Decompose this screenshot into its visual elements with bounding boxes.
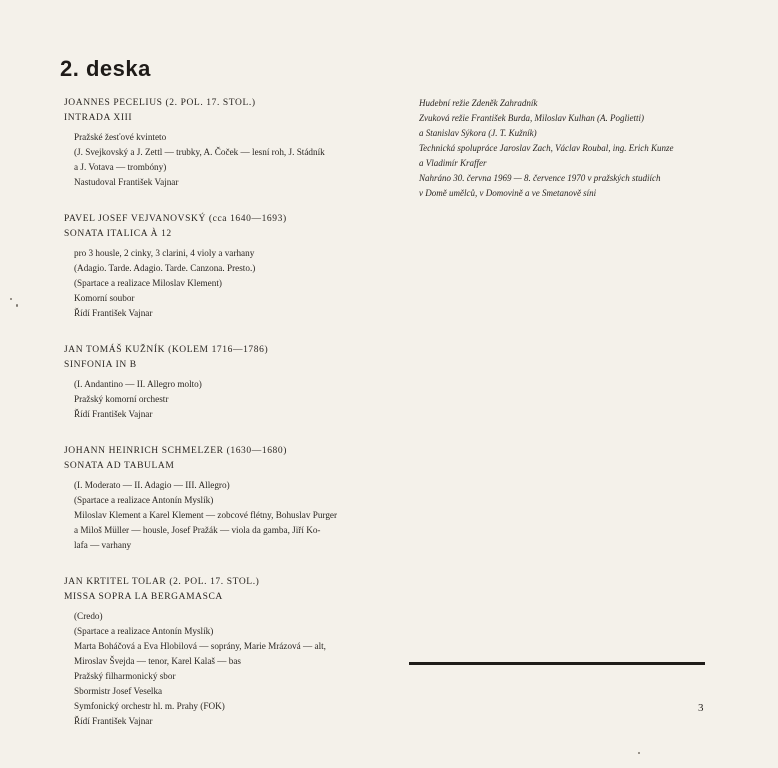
detail-line: (I. Moderato — II. Adagio — III. Allegro)	[74, 480, 230, 490]
detail-line: (Credo)	[74, 611, 103, 621]
detail-line: Pražský filharmonický sbor	[74, 671, 176, 681]
page-title: 2. deska	[60, 56, 151, 81]
piece-details	[64, 377, 399, 422]
piece-2	[64, 212, 399, 321]
work-title: MISSA SOPRA LA BERGAMASCA	[64, 592, 223, 602]
detail-line: Nastudoval František Vajnar	[74, 177, 179, 187]
divider-rule	[409, 662, 705, 665]
composer-name: JAN KRTITEL TOLAR (2. POL. 17. STOL.)	[64, 577, 260, 587]
paper-speck	[638, 752, 640, 754]
work-title: SONATA ITALICA À 12	[64, 229, 172, 239]
credit-line: Zvuková režie František Burda, Miloslav Kulhan (A. Poglietti)	[419, 113, 645, 123]
detail-line: (Spartace a realizace Miloslav Klement)	[74, 278, 222, 288]
piece-4	[64, 444, 399, 553]
credit-line: a Stanislav Sýkora (J. T. Kužník)	[419, 128, 537, 138]
detail-line: lafa — varhany	[74, 540, 132, 550]
credit-line: Hudební režie Zdeněk Zahradník	[419, 98, 538, 108]
work-title: SONATA AD TABULAM	[64, 461, 175, 471]
detail-line: Řídí František Vajnar	[74, 409, 153, 419]
credit-line: Technická spolupráce Jaroslav Zach, Václav Roubal, ing. Erich Kunze	[419, 143, 674, 153]
composer-name: JAN TOMÁŠ KUŽNÍK (KOLEM 1716—1786)	[64, 345, 269, 355]
piece-details	[64, 609, 399, 729]
detail-line: Pražské žesťové kvinteto	[74, 132, 167, 142]
composer-name: PAVEL JOSEF VEJVANOVSKÝ (cca 1640—1693)	[64, 214, 287, 224]
detail-line: Marta Boháčová a Eva Hlobilová — soprány, Marie Mrázová — alt,	[74, 641, 326, 651]
detail-line: a J. Votava — trombóny)	[74, 162, 167, 172]
detail-line: Miloslav Klement a Karel Klement — zobcové flétny, Bohuslav Purger	[74, 510, 338, 520]
piece-1	[64, 96, 399, 190]
credit-line: v Domě umělců, v Domovině a ve Smetanově síni	[419, 188, 597, 198]
composer-name: JOANNES PECELIUS (2. POL. 17. STOL.)	[64, 98, 256, 108]
detail-line: Pražský komorní orchestr	[74, 394, 169, 404]
detail-line: pro 3 housle, 2 cinky, 3 clarini, 4 violy a varhany	[74, 248, 255, 258]
detail-line: (Spartace a realizace Antonín Myslík)	[74, 626, 214, 636]
detail-line: (I. Andantino — II. Allegro molto)	[74, 379, 202, 389]
piece-3	[64, 343, 399, 422]
piece-5	[64, 575, 399, 729]
detail-line: Řídí František Vajnar	[74, 308, 153, 318]
credit-line: Nahráno 30. června 1969 — 8. července 1970 v pražských studiích	[419, 173, 661, 183]
composer-name: JOHANN HEINRICH SCHMELZER (1630—1680)	[64, 446, 288, 456]
detail-line: Řídí František Vajnar	[74, 716, 153, 726]
credit-line: a Vladimír Kraffer	[419, 158, 487, 168]
program-listing	[64, 96, 399, 751]
work-title: SINFONIA IN B	[64, 360, 137, 370]
detail-line: Symfonický orchestr hl. m. Prahy (FOK)	[74, 701, 225, 711]
piece-details	[64, 246, 399, 321]
page-number: 3	[698, 702, 704, 714]
detail-line: Miroslav Švejda — tenor, Karel Kalaš — bas	[74, 656, 242, 666]
detail-line: Sbormistr Josef Veselka	[74, 686, 163, 696]
piece-details	[64, 130, 399, 190]
detail-line: Komorní soubor	[74, 293, 135, 303]
detail-line: (J. Svejkovský a J. Zettl — trubky, A. Čoček — lesní roh, J. Stádník	[74, 147, 325, 157]
detail-line: a Miloš Müller — housle, Josef Pražák — viola da gamba, Jiří Ko-	[74, 525, 321, 535]
work-title: INTRADA XIII	[64, 113, 133, 123]
paper-speck	[10, 298, 12, 300]
detail-line: (Spartace a realizace Antonín Myslík)	[74, 495, 214, 505]
detail-line: (Adagio. Tarde. Adagio. Tarde. Canzona. Presto.)	[74, 263, 256, 273]
piece-details	[64, 478, 399, 553]
paper-speck	[16, 304, 18, 307]
production-credits	[419, 96, 739, 201]
